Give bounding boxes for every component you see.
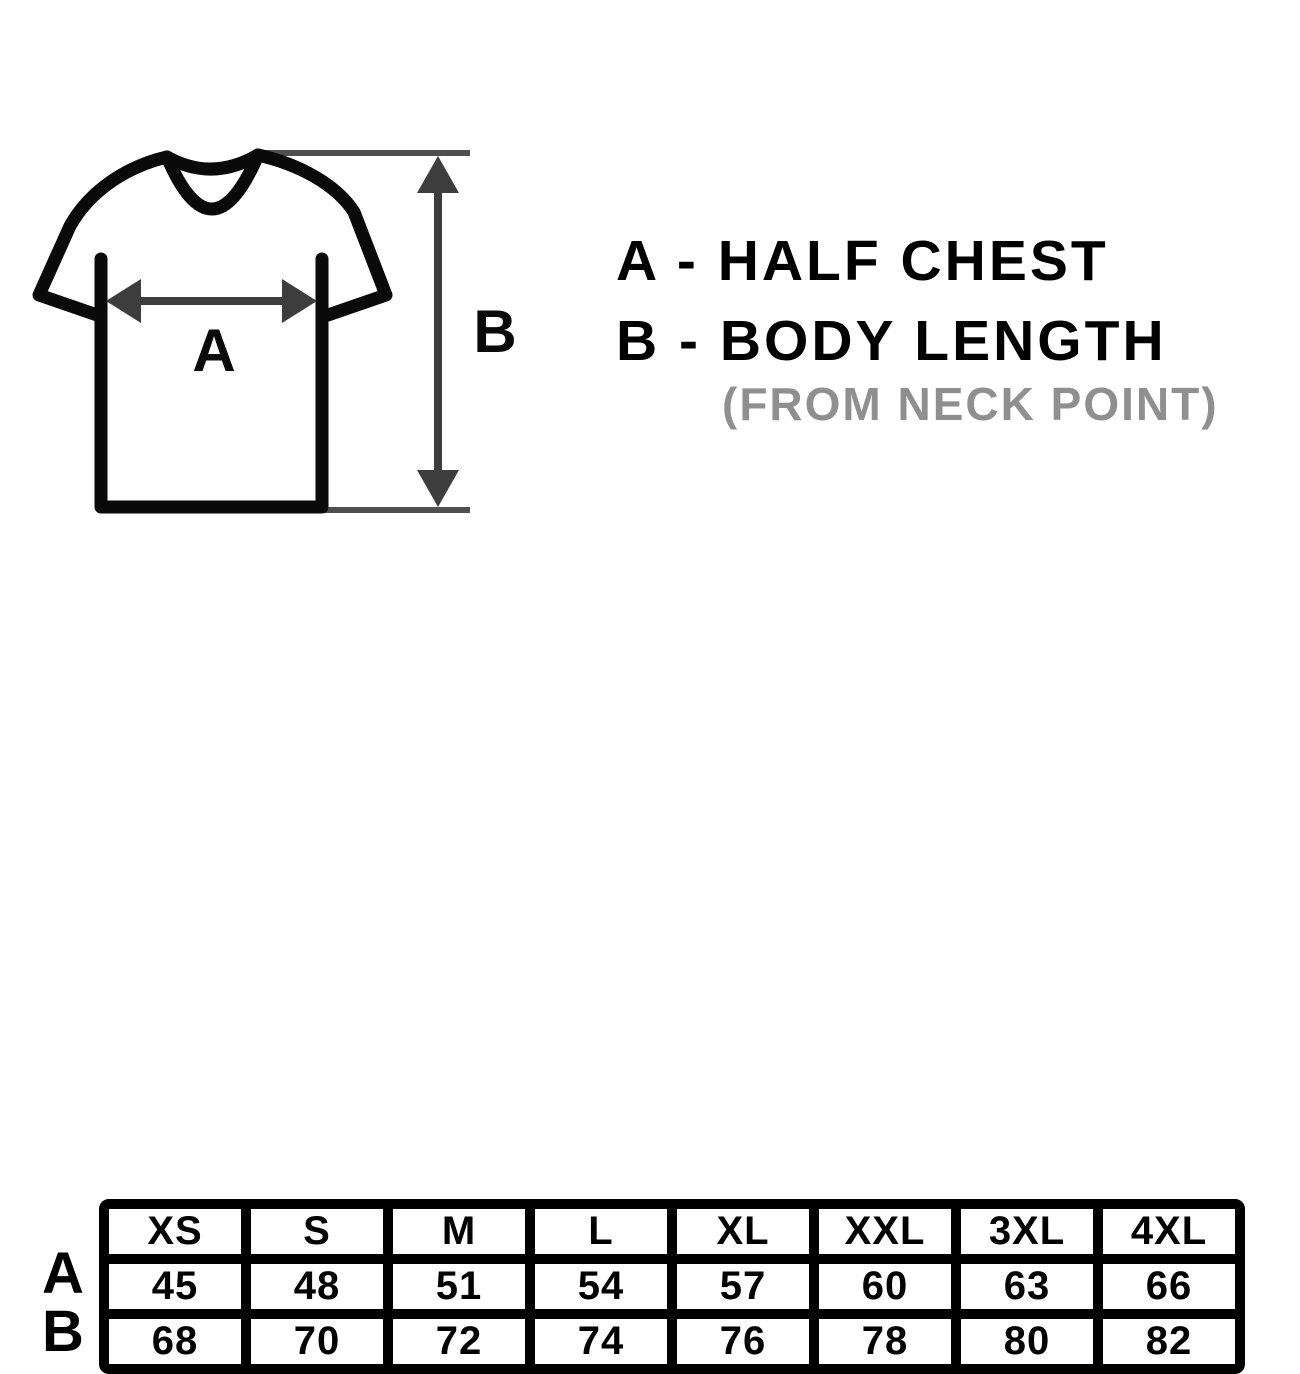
size-value-cell: 74 <box>535 1319 667 1364</box>
size-value-cell: 45 <box>109 1264 241 1309</box>
legend-body-length: B - BODY LENGTH <box>616 309 1167 373</box>
size-column-header: 3XL <box>961 1209 1093 1254</box>
legend-neck-point-note: (FROM NECK POINT) <box>722 378 1219 430</box>
size-value-cell: 57 <box>677 1264 809 1309</box>
size-value-cell: 78 <box>819 1319 951 1364</box>
size-value-cell: 82 <box>1103 1319 1235 1364</box>
size-column-header: L <box>535 1209 667 1254</box>
size-column-header: XL <box>677 1209 809 1254</box>
half-chest-arrowhead-left <box>106 279 141 323</box>
size-value-cell: 51 <box>393 1264 525 1309</box>
size-column-header: 4XL <box>1103 1209 1235 1254</box>
size-value-cell: 70 <box>251 1319 383 1364</box>
size-value-cell: 54 <box>535 1264 667 1309</box>
legend-half-chest: A - HALF CHEST <box>616 229 1109 293</box>
size-column-header: S <box>251 1209 383 1254</box>
diagram-label-b: B <box>473 298 517 365</box>
table-row-label-b: B <box>42 1299 84 1364</box>
size-value-cell: 63 <box>961 1264 1093 1309</box>
body-length-arrow <box>417 156 459 507</box>
body-length-arrowhead-top <box>417 156 459 193</box>
size-column-header: M <box>393 1209 525 1254</box>
size-value-cell: 48 <box>251 1264 383 1309</box>
size-value-cell: 60 <box>819 1264 951 1309</box>
size-value-cell: 76 <box>677 1319 809 1364</box>
size-column-header: XXL <box>819 1209 951 1254</box>
diagram-label-a: A <box>192 317 236 384</box>
body-length-arrowhead-bottom <box>417 470 459 507</box>
table-row-label-a: A <box>42 1241 84 1306</box>
size-table-area <box>0 596 1300 1364</box>
size-column-header: XS <box>109 1209 241 1254</box>
size-value-cell: 80 <box>961 1319 1093 1364</box>
half-chest-arrowhead-right <box>282 279 317 323</box>
size-table <box>99 1199 1245 1374</box>
size-value-cell: 66 <box>1103 1264 1235 1309</box>
tshirt-measurement-diagram <box>0 0 560 560</box>
collar-back-arc <box>167 155 258 169</box>
size-value-cell: 68 <box>109 1319 241 1364</box>
size-value-cell: 72 <box>393 1319 525 1364</box>
